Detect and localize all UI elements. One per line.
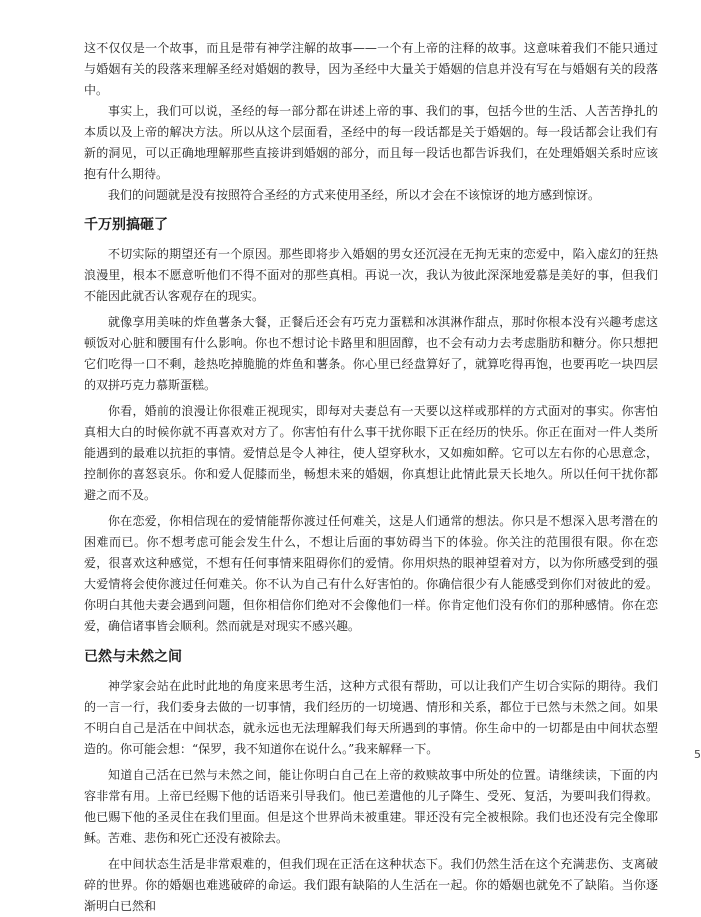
paragraph: 你在恋爱，你相信现在的爱情能帮你渡过任何难关，这是人们通常的想法。你只是不想深入思考潜在的困难而已。你不想考虑可能会发生什么，不想让后面的事妨碍当下的体验。你关注的范围很有限。你在恋爱，很喜欢这种感觉，不想有任何事情来阻碍你们的爱情。你用炽热的眼神望着对方，以为你所感受到的强大爱情将会使你渡过任何难关。你不认为自己有什么好害怕的。你确信很少有人能感受到你们对彼此的爱。你明白其他夫妻会遇到问题，但你相信你们绝对不会像他们一样。你肯定他们没有你们的那种感情。你在恋爱，确信诸事皆会顺利。然而就是对现实不感兴趣。 bbox=[84, 514, 658, 633]
paragraph: 知道自己活在已然与未然之间，能让你明白自己在上帝的救赎故事中所处的位置。请继续读，下面的内容非常有用。上帝已经赐下他的话语来引导我们。他已差遣他的儿子降生、受死、复活，为要叫我们得救。他已赐下他的圣灵住在我们里面。但是这个世界尚未被重建。罪还没有完全被根除。我们也还没有完全像耶稣。苦难、悲伤和死亡还没有被除去。 bbox=[84, 768, 658, 845]
section-heading: 已然与未然之间 bbox=[84, 649, 182, 665]
page-number: 5 bbox=[694, 748, 701, 761]
paragraph: 你看，婚前的浪漫让你很难正视现实，即每对夫妻总有一天要以这样或那样的方式面对的事实。你害怕真相大白的时候你就不再喜欢对方了。你害怕有什么事干扰你眼下正在经历的快乐。你正在面对一件人类所能遇到的最难以抗拒的事情。爱情总是令人神往，使人望穿秋水，又如痴如醉。它可以左右你的心思意念，控制你的喜怒哀乐。你和爱人促膝而坐，畅想未来的婚姻，你真想让此情此景天长地久。所以任何干扰你都避之而不及。 bbox=[84, 404, 658, 502]
intro-block bbox=[84, 38, 658, 206]
paragraph: 事实上，我们可以说，圣经的每一部分都在讲述上帝的事、我们的事，包括今世的生活、人苦苦挣扎的本质以及上帝的解决方法。所以从这个层面看，圣经中的每一段话都是关于婚姻的。每一段话都会让我们有新的洞见，可以正确地理解那些直接讲到婚姻的部分，而且每一段话也都告诉我们，在处理婚姻关系时应该抱有什么期待。 bbox=[84, 104, 658, 181]
section-dont-mess-up bbox=[84, 216, 658, 637]
paragraph: 在中间状态生活是非常艰难的，但我们现在正活在这种状态下。我们仍然生活在这个充满悲伤、支离破碎的世界。你的婚姻也难逃破碎的命运。我们跟有缺陷的人生活在一起。你的婚姻也就免不了缺陷。当你逐渐明白已然和 bbox=[84, 857, 658, 913]
section-heading: 千万别搞砸了 bbox=[84, 217, 168, 233]
section-already-not-yet bbox=[84, 648, 658, 917]
paragraph: 我们的问题就是没有按照符合圣经的方式来使用圣经，所以才会在不该惊讶的地方感到惊讶。 bbox=[108, 188, 601, 202]
paragraph: 不切实际的期望还有一个原因。那些即将步入婚姻的男女还沉浸在无拘无束的恋爱中，陷入虚幻的狂热浪漫里，根本不愿意听他们不得不面对的那些真相。再说一次，我认为彼此深深地爱慕是美好的事，但我们不能因此就否认客观存在的现实。 bbox=[84, 247, 658, 303]
paragraph: 就像享用美味的炸鱼薯条大餐，正餐后还会有巧克力蛋糕和冰淇淋作甜点，那时你根本没有兴趣考虑这顿饭对心脏和腰围有什么影响。你也不想讨论卡路里和胆固醇，也不会有动力去考虑脂肪和糖分。你只想把它们吃得一口不剩，趁热吃掉脆脆的炸鱼和薯条。你心里已经盘算好了，就算吃得再饱，也要再吃一块四层的双拼巧克力慕斯蛋糕。 bbox=[84, 315, 658, 392]
paragraph: 神学家会站在此时此地的角度来思考生活，这种方式很有帮助，可以让我们产生切合实际的期待。我们的一言一行，我们委身去做的一切事情，我们经历的一切境遇、情形和关系，都位于已然与未然之间。如果不明白自己是活在中间状态，就永远也无法理解我们每天所遇到的事情。你生命中的一切都是由中间状态塑造的。你可能会想：“保罗，我不知道你在说什么。”我来解释一下。 bbox=[84, 679, 658, 756]
paragraph: 这不仅仅是一个故事，而且是带有神学注解的故事——一个有上帝的注释的故事。这意味着我们不能只通过与婚姻有关的段落来理解圣经对婚姻的教导，因为圣经中大量关于婚姻的信息并没有写在与婚姻有关的段落中。 bbox=[84, 41, 658, 97]
document-page bbox=[84, 38, 658, 917]
